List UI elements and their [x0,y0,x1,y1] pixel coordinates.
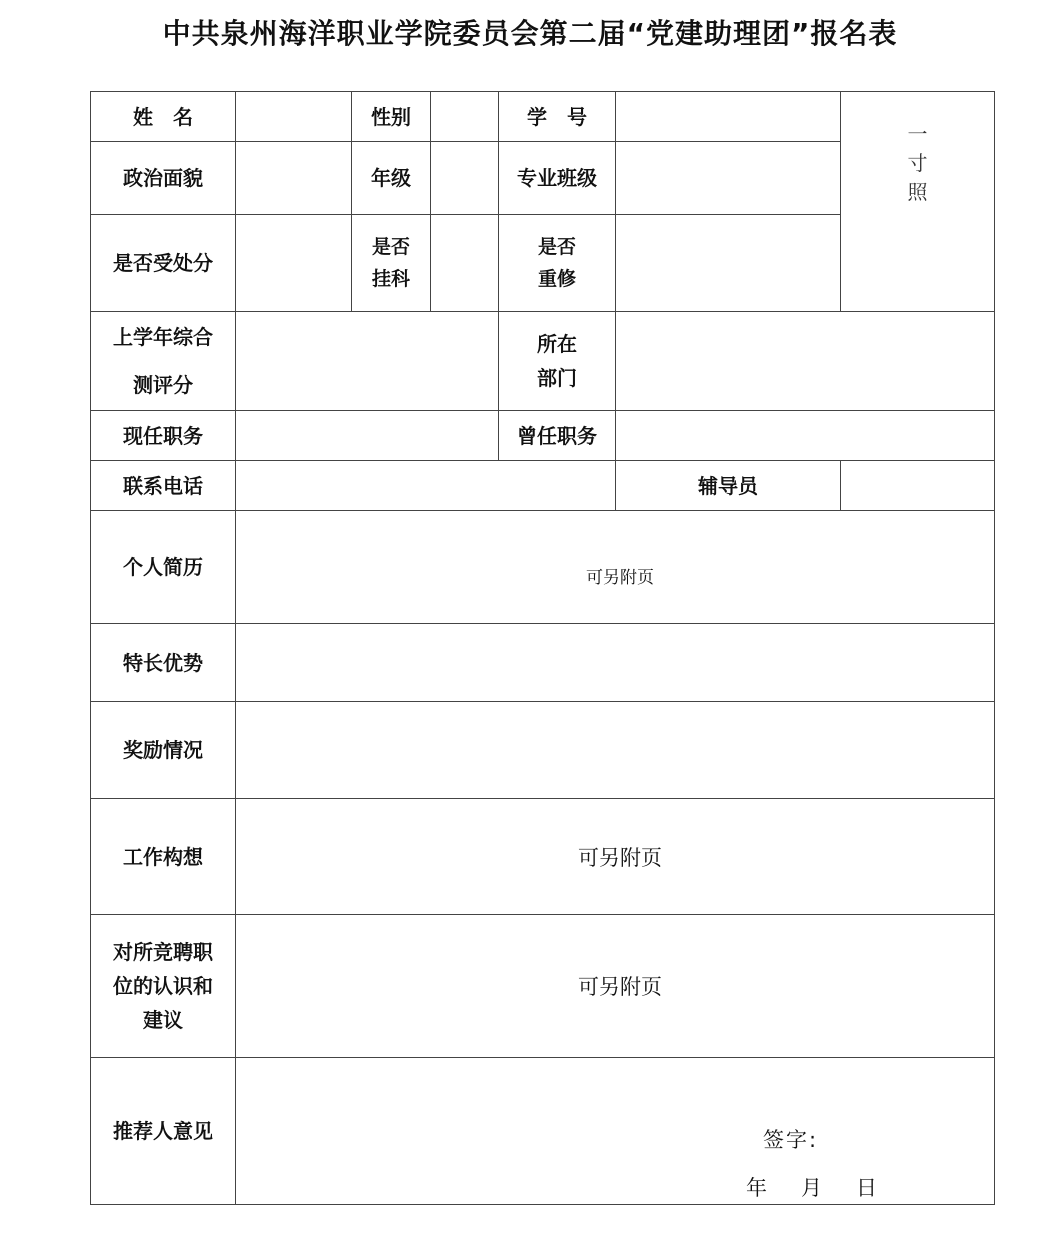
field-resume[interactable] [236,511,995,624]
field-dept[interactable] [616,312,995,411]
resume-note: 可另附页 [586,567,654,588]
row-awards [91,702,995,799]
field-counselor[interactable] [841,461,995,511]
label-specialty: 特长优势 [91,624,236,702]
row-recommender [91,1058,995,1205]
field-failed[interactable] [431,215,499,312]
label-resume: 个人简历 [91,511,236,624]
row-position-view [91,915,995,1058]
field-awards[interactable] [236,702,995,799]
field-position-view[interactable] [236,915,995,1058]
label-counselor: 辅导员 [616,461,841,511]
label-failed: 是否 挂科 [352,215,431,312]
field-major-class[interactable] [616,142,841,215]
date-day: 日 [856,1176,877,1200]
row-specialty [91,624,995,702]
label-former-post: 曾任职务 [499,411,616,461]
field-current-post[interactable] [236,411,499,461]
label-student-id: 学 号 [499,92,616,142]
field-recommender[interactable] [236,1058,995,1205]
label-political: 政治面貌 [91,142,236,215]
work-plan-note: 可另附页 [578,845,662,870]
date-month: 月 [801,1176,822,1200]
label-awards: 奖励情况 [91,702,236,799]
field-score[interactable] [236,312,499,411]
row-name [91,92,995,142]
form-title: 中共泉州海洋职业学院委员会第二届“党建助理团”报名表 [162,17,898,50]
label-punished: 是否受处分 [91,215,236,312]
field-work-plan[interactable] [236,799,995,915]
field-specialty[interactable] [236,624,995,702]
label-score: 上学年综合 测评分 [91,312,236,411]
photo-box[interactable] [841,92,995,312]
label-phone: 联系电话 [91,461,236,511]
label-position-view: 对所竞聘职 位的认识和 建议 [91,915,236,1058]
row-work-plan [91,799,995,915]
label-major-class: 专业班级 [499,142,616,215]
field-retake[interactable] [616,215,841,312]
row-phone [91,461,995,511]
signature-date [746,1172,877,1202]
label-gender: 性别 [352,92,431,142]
field-political[interactable] [236,142,352,215]
position-note: 可另附页 [578,975,662,999]
label-retake: 是否 重修 [499,215,616,312]
date-year: 年 [746,1176,767,1200]
label-name: 姓 名 [91,92,236,142]
field-name[interactable] [236,92,352,142]
label-work-plan: 工作构想 [91,799,236,915]
label-recommender: 推荐人意见 [91,1058,236,1205]
row-resume [91,511,995,624]
field-former-post[interactable] [616,411,995,461]
row-post [91,411,995,461]
field-grade[interactable] [431,142,499,215]
field-phone[interactable] [236,461,616,511]
field-punished[interactable] [236,215,352,312]
field-student-id[interactable] [616,92,841,142]
label-dept: 所在 部门 [499,312,616,411]
signature-label: 签字: [763,1128,819,1152]
label-current-post: 现任职务 [91,411,236,461]
registration-form-table [90,91,995,1205]
photo-placeholder: 一 寸 照 [907,122,928,204]
row-score [91,312,995,411]
label-grade: 年级 [352,142,431,215]
field-gender[interactable] [431,92,499,142]
